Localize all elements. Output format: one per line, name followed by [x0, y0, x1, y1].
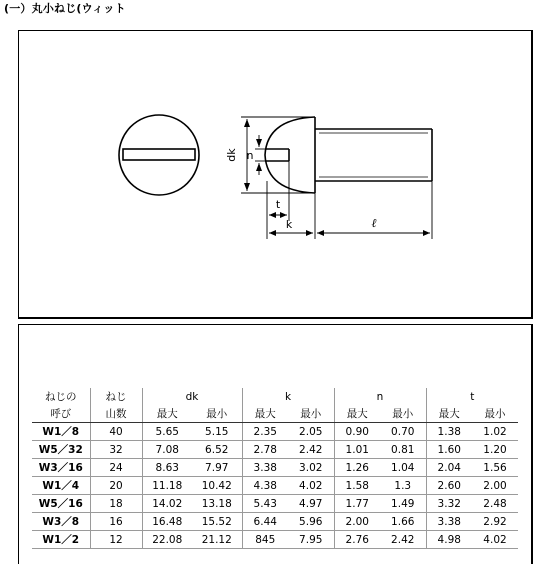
n-max: 1.77 [334, 495, 380, 513]
thread-count: 40 [90, 423, 142, 441]
k-min: 4.97 [288, 495, 334, 513]
k-label: k [285, 218, 293, 231]
k-min: 3.02 [288, 459, 334, 477]
n-min: 1.3 [380, 477, 426, 495]
n-max: 1.26 [334, 459, 380, 477]
n-label: n [246, 149, 254, 162]
t-max: 2.60 [426, 477, 472, 495]
dk-min: 15.52 [192, 513, 242, 531]
header-dk: dk [142, 388, 242, 405]
head-top-view [119, 115, 199, 195]
dk-min: 13.18 [192, 495, 242, 513]
thread-count: 12 [90, 531, 142, 549]
t-min: 4.02 [472, 531, 518, 549]
table-row [32, 477, 518, 495]
dk-min: 7.97 [192, 459, 242, 477]
t-min: 2.48 [472, 495, 518, 513]
header-threads-line1: ねじ [90, 388, 142, 405]
subheader-max: 最大 [334, 405, 380, 423]
header-name-line1: ねじの [45, 391, 77, 403]
k-min: 4.02 [288, 477, 334, 495]
t-min: 1.02 [472, 423, 518, 441]
header-t: t [426, 388, 518, 405]
n-max: 2.76 [334, 531, 380, 549]
subheader-min: 最小 [380, 405, 426, 423]
table-row [32, 495, 518, 513]
k-max: 2.78 [242, 441, 288, 459]
shank-side-view [315, 129, 432, 181]
subheader-max: 最大 [142, 405, 192, 423]
dk-min: 21.12 [192, 531, 242, 549]
table-row [32, 441, 518, 459]
k-max: 5.43 [242, 495, 288, 513]
k-max: 6.44 [242, 513, 288, 531]
thread-count: 18 [90, 495, 142, 513]
screw-size: W3／16 [32, 459, 90, 477]
dimension-lines [241, 117, 432, 239]
header-threads-line2: 山数 [90, 405, 142, 423]
t-max: 1.60 [426, 441, 472, 459]
subheader-max: 最大 [242, 405, 288, 423]
n-min: 0.81 [380, 441, 426, 459]
table-row [32, 423, 518, 441]
table-header-row [32, 388, 518, 405]
t-min: 2.00 [472, 477, 518, 495]
k-max: 2.35 [242, 423, 288, 441]
subheader-min: 最小 [288, 405, 334, 423]
dk-max: 16.48 [142, 513, 192, 531]
spec-table [32, 388, 518, 549]
screw-size: W5／32 [32, 441, 90, 459]
thread-count: 16 [90, 513, 142, 531]
t-max: 2.04 [426, 459, 472, 477]
dimension-arrows [244, 119, 430, 236]
dk-label: dk [225, 148, 238, 162]
thread-count: 32 [90, 441, 142, 459]
subheader-min: 最小 [472, 405, 518, 423]
dk-max: 7.08 [142, 441, 192, 459]
header-k: k [242, 388, 334, 405]
spec-table-panel [18, 324, 533, 564]
t-min: 2.92 [472, 513, 518, 531]
k-max: 845 [242, 531, 288, 549]
n-min: 2.42 [380, 531, 426, 549]
n-min: 1.04 [380, 459, 426, 477]
l-label: ℓ [371, 216, 377, 230]
n-min: 1.49 [380, 495, 426, 513]
n-min: 0.70 [380, 423, 426, 441]
thread-count: 20 [90, 477, 142, 495]
t-label: t [275, 198, 281, 211]
dk-max: 11.18 [142, 477, 192, 495]
dk-max: 22.08 [142, 531, 192, 549]
dk-min: 5.15 [192, 423, 242, 441]
n-max: 1.58 [334, 477, 380, 495]
header-n: n [334, 388, 426, 405]
k-min: 2.42 [288, 441, 334, 459]
screw-size: W1／8 [32, 423, 90, 441]
subheader-max: 最大 [426, 405, 472, 423]
head-side-view [265, 117, 315, 193]
header-name-line2: 呼び [32, 405, 90, 423]
n-max: 2.00 [334, 513, 380, 531]
dk-max: 5.65 [142, 423, 192, 441]
t-max: 3.38 [426, 513, 472, 531]
n-max: 0.90 [334, 423, 380, 441]
screw-drawing [19, 31, 531, 317]
dk-max: 14.02 [142, 495, 192, 513]
thread-count: 24 [90, 459, 142, 477]
dk-min: 6.52 [192, 441, 242, 459]
n-min: 1.66 [380, 513, 426, 531]
t-max: 1.38 [426, 423, 472, 441]
screw-size: W1／4 [32, 477, 90, 495]
t-min: 1.20 [472, 441, 518, 459]
k-max: 4.38 [242, 477, 288, 495]
dk-max: 8.63 [142, 459, 192, 477]
table-row [32, 513, 518, 531]
t-max: 3.32 [426, 495, 472, 513]
subheader-min: 最小 [192, 405, 242, 423]
table-row [32, 459, 518, 477]
n-max: 1.01 [334, 441, 380, 459]
k-max: 3.38 [242, 459, 288, 477]
table-subheader-row [32, 405, 518, 423]
screw-diagram-panel [18, 30, 533, 319]
t-max: 4.98 [426, 531, 472, 549]
table-row [32, 531, 518, 549]
screw-size: W5／16 [32, 495, 90, 513]
screw-size: W3／8 [32, 513, 90, 531]
screw-size: W1／2 [32, 531, 90, 549]
k-min: 2.05 [288, 423, 334, 441]
t-min: 1.56 [472, 459, 518, 477]
dk-min: 10.42 [192, 477, 242, 495]
k-min: 7.95 [288, 531, 334, 549]
k-min: 5.96 [288, 513, 334, 531]
page-title: (一）丸小ねじ(ウィット [4, 2, 126, 15]
